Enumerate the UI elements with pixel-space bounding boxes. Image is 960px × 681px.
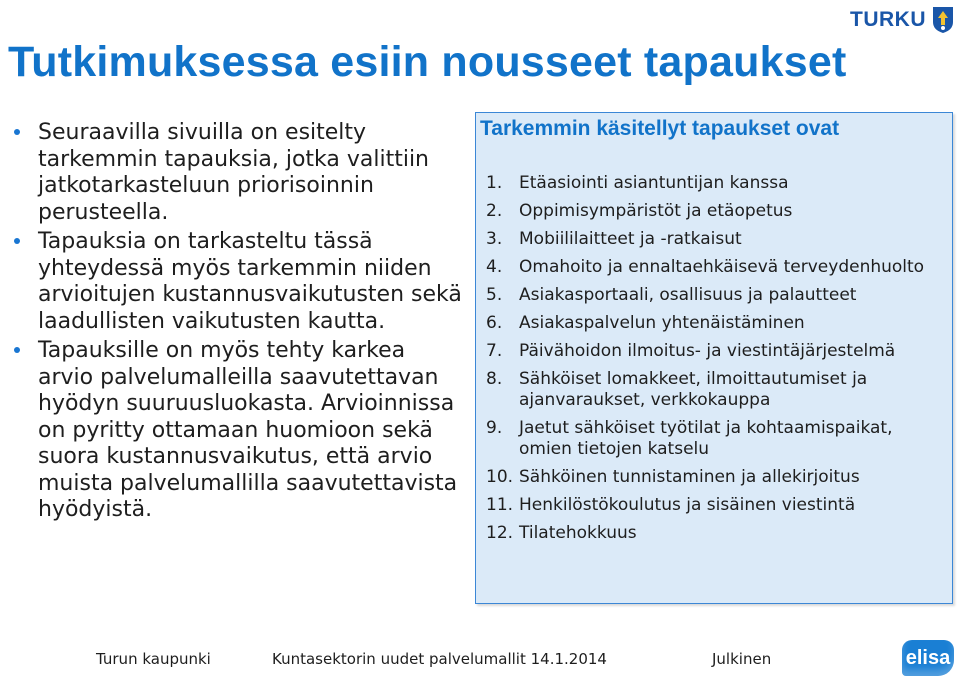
- bullet-dot-icon: [14, 347, 20, 353]
- bullet-dot-icon: [14, 238, 20, 244]
- list-item: 1. Etäasiointi asiantuntijan kanssa: [486, 173, 789, 193]
- intro-bullet-list: [12, 120, 467, 527]
- page-title: Tutkimuksessa esiin nousseet tapaukset: [8, 38, 847, 86]
- list-item: 9. Jaetut sähköiset työtilat ja kohtaamispaikat, omien tietojen katselu: [486, 418, 893, 459]
- list-item: 12. Tilatehokkuus: [486, 523, 637, 543]
- footer-organization: Turun kaupunki: [96, 650, 211, 668]
- footer-classification: Julkinen: [712, 650, 772, 668]
- list-item: 6. Asiakaspalvelun yhtenäistäminen: [486, 313, 805, 333]
- list-item: 11. Henkilöstökoulutus ja sisäinen viestintä: [486, 495, 856, 515]
- elisa-logo: elisa: [902, 640, 954, 676]
- turku-logo: [850, 6, 954, 34]
- list-item: 4. Omahoito ja ennaltaehkäisevä terveydenhuolto: [486, 257, 925, 277]
- list-item: 7. Päivähoidon ilmoitus- ja viestintäjärjestelmä: [486, 341, 896, 361]
- logo-text: TURKU: [850, 8, 926, 31]
- list-item: 10. Sähköinen tunnistaminen ja allekirjoitus: [486, 467, 860, 487]
- bullet-item: Tapauksille on myös tehty karkea arvio palvelumalleilla saavutettavan hyödyn suuruusluokasta. Arvioinnissa on pyritty ottamaan huomioon sekä suora kustannusvaikutus, että arvio muista palvelumallilla saavutettavista hyödyistä.: [12, 338, 467, 524]
- city-crest-icon: [932, 6, 954, 34]
- cases-box: [475, 112, 953, 604]
- footer-presentation-title: Kuntasektorin uudet palvelumallit 14.1.2014: [272, 650, 607, 668]
- bullet-item: Tapauksia on tarkasteltu tässä yhteydessä myös tarkemmin niiden arvioitujen kustannusvaikutusten sekä laadullisten vaikutusten kautta.: [12, 229, 467, 335]
- list-item: 3. Mobiililaitteet ja -ratkaisut: [486, 229, 742, 249]
- list-item: 2. Oppimisympäristöt ja etäopetus: [486, 201, 793, 221]
- cases-box-title: Tarkemmin käsitellyt tapaukset ovat: [480, 117, 840, 140]
- list-item: 8. Sähköiset lomakkeet, ilmoittautumiset ja ajanvaraukset, verkkokauppa: [486, 369, 868, 410]
- bullet-dot-icon: [14, 129, 20, 135]
- bullet-item: Seuraavilla sivuilla on esitelty tarkemmin tapauksia, jotka valittiin jatkotarkasteluun priorisoinnin perusteella.: [12, 120, 467, 226]
- footer: [0, 650, 960, 674]
- list-item: 5. Asiakasportaali, osallisuus ja palautteet: [486, 285, 857, 305]
- cases-list: [486, 173, 946, 551]
